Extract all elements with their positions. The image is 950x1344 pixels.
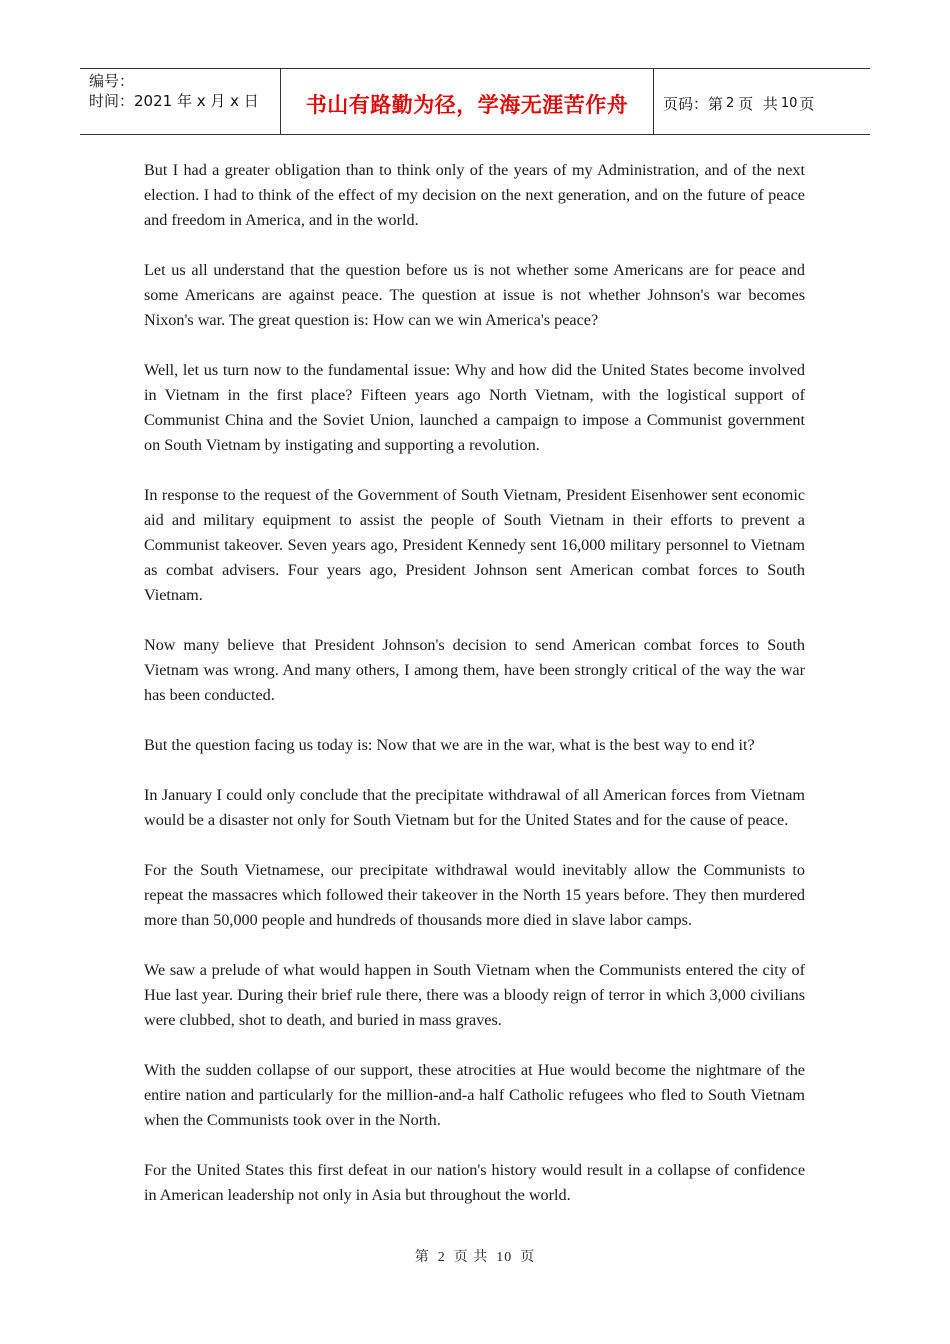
page-label-prefix: 页码：第 xyxy=(663,95,724,113)
paragraph: For the South Vietnamese, our precipitate withdrawal would inevitably allow the Communists to repeat the massacres which followed their takeover in the North 15 years before. They then murdered more than 50,000 people and hundreds of thousands more died in slave labor camps. xyxy=(144,861,805,929)
footer-current: 2 xyxy=(437,1250,446,1265)
paragraph: But the question facing us today is: Now that we are in the war, what is the best way to end it? xyxy=(144,736,755,754)
time-label: 时间：2021 年 x 月 x 日 xyxy=(89,92,259,110)
header-motto: 书山有路勤为径，学海无涯苦作舟 xyxy=(281,69,654,134)
paragraph: Now many believe that President Johnson's decision to send American combat forces to South Vietnam was wrong. And many others, I among them, have been strongly critical of the way the war has been conducted. xyxy=(144,636,805,704)
document-body xyxy=(144,158,805,1233)
page-current: 2 xyxy=(726,96,735,111)
serial-label: 编号： xyxy=(89,72,135,90)
paragraph: In January I could only conclude that the precipitate withdrawal of all American forces from Vietnam would be a disaster not only for South Vietnam but for the United States and for the cause of peace. xyxy=(144,786,805,829)
footer-mid: 页 共 xyxy=(453,1250,489,1265)
paragraph: In response to the request of the Government of South Vietnam, President Eisenhower sent economic aid and military equipment to assist the people of South Vietnam in their efforts to prevent a Communist takeover. Seven years ago, President Kennedy sent 16,000 military personnel to Vietnam as combat advisers. Four years ago, President Johnson sent American combat forces to South Vietnam. xyxy=(144,486,805,604)
paragraph: We saw a prelude of what would happen in South Vietnam when the Communists entered the city of Hue last year. During their brief rule there, there was a bloody reign of terror in which 3,000 civilians were clubbed, shot to death, and buried in mass graves. xyxy=(144,961,805,1029)
page-header xyxy=(80,68,870,135)
footer-suffix: 页 xyxy=(520,1250,536,1265)
page-label-mid: 页 共 xyxy=(738,95,778,113)
paragraph: For the United States this first defeat in our nation's history would result in a collapse of confidence in American leadership not only in Asia but throughout the world. xyxy=(144,1161,805,1204)
paragraph: With the sudden collapse of our support, these atrocities at Hue would become the nightmare of the entire nation and particularly for the million-and-a half Catholic refugees who fled to South Vietnam when the Communists took over in the North. xyxy=(144,1061,805,1129)
paragraph: Well, let us turn now to the fundamental issue: Why and how did the United States become involved in Vietnam in the first place? Fifteen years ago North Vietnam, with the logistical support of Communist China and the Soviet Union, launched a campaign to impose a Communist government on South Vietnam by instigating and supporting a revolution. xyxy=(144,361,805,454)
paragraph: But I had a greater obligation than to think only of the years of my Administration, and of the next election. I had to think of the effect of my decision on the next generation, and on the future of peace and freedom in America, and in the world. xyxy=(144,161,805,229)
header-meta xyxy=(80,69,281,134)
page-footer xyxy=(0,1246,950,1266)
footer-prefix: 第 xyxy=(414,1250,430,1265)
page-total: 10 xyxy=(780,96,798,111)
page-label-suffix: 页 xyxy=(799,95,815,113)
header-page-number xyxy=(654,69,870,134)
paragraph: Let us all understand that the question before us is not whether some Americans are for peace and some Americans are against peace. The question at issue is not whether Johnson's war becomes Nixon's war. The great question is: How can we win America's peace? xyxy=(144,261,805,329)
footer-total: 10 xyxy=(496,1250,513,1265)
